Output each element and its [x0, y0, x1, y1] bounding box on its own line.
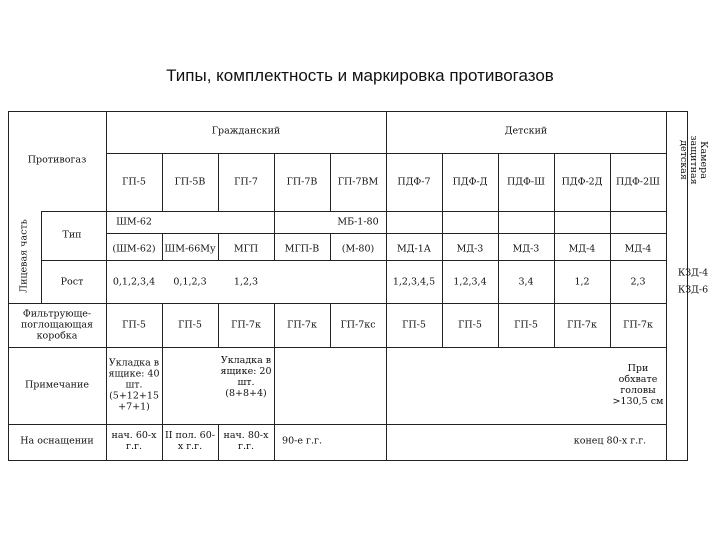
grid-line	[162, 233, 163, 260]
face-type-top: ШМ-62	[116, 216, 152, 228]
grid-line	[442, 153, 443, 347]
grid-line	[666, 111, 667, 461]
grid-line	[106, 111, 107, 461]
note-child: При обхвате головы >130,5 см	[612, 363, 664, 407]
filter-cell: ГП-5	[458, 319, 482, 331]
grid-line	[218, 303, 219, 347]
filter-cell: ГП-5	[402, 319, 426, 331]
filter-cell: ГП-5	[514, 319, 538, 331]
grid-line	[274, 153, 275, 260]
face-type: МД-4	[624, 243, 652, 255]
model-header: ГП-5	[122, 176, 146, 188]
face-type: ШМ-66Му	[164, 243, 216, 255]
group-child: Детский	[504, 125, 548, 137]
filter-cell: ГП-7к	[567, 319, 597, 331]
row-label-size: Рост	[60, 276, 84, 288]
row-label-supply: На оснащении	[20, 435, 94, 447]
face-type: (ШМ-62)	[112, 243, 156, 255]
size-cell: 1,2,3,4,5	[392, 276, 436, 288]
size-cell: 2,3	[630, 276, 646, 288]
face-type: МД-1А	[397, 243, 431, 255]
size-cell: 1,2,3	[233, 276, 259, 288]
filter-cell: ГП-7к	[623, 319, 653, 331]
model-header: ПДФ-2Ш	[616, 176, 660, 188]
supply-child: конец 80-х г.г.	[573, 435, 647, 447]
model-header: ПДФ-Д	[452, 176, 488, 188]
grid-line	[218, 233, 219, 260]
filter-cell: ГП-7к	[287, 319, 317, 331]
supply-gp5: нач. 60-х г.г.	[111, 430, 157, 452]
size-cell: 0,1,2,3,4	[112, 276, 156, 288]
grid-line	[162, 153, 163, 211]
supply-gp7v: 90-е г.г.	[282, 435, 322, 447]
filter-cell: ГП-7кс	[340, 319, 376, 331]
size-cell: 0,1,2,3	[173, 276, 207, 288]
grid-line	[386, 153, 666, 154]
supply-gp7: нач. 80-х г.г.	[223, 430, 269, 452]
note-gp5: Укладка в ящике: 40 шт. (5+12+15 +7+1)	[108, 357, 160, 413]
grid-line	[498, 153, 499, 347]
grid-line	[330, 153, 331, 211]
model-header: ГП-7В	[286, 176, 318, 188]
supply-gp5v: II пол. 60-х г.г.	[165, 430, 215, 452]
page-title: Типы, комплектность и маркировка противогазов	[166, 66, 554, 85]
filter-cell: ГП-5	[122, 319, 146, 331]
row-label-filter: Фильтрующе-поглощающая коробка	[20, 308, 94, 342]
group-civil: Гражданский	[211, 125, 281, 137]
row-label-note: Примечание	[25, 379, 89, 391]
filter-cell: ГП-5	[178, 319, 202, 331]
face-type: МД-4	[568, 243, 596, 255]
grid-line	[41, 260, 666, 261]
grid-line	[554, 153, 555, 347]
grid-line	[218, 153, 219, 211]
model-header: ПДФ-7	[397, 176, 431, 188]
grid-line	[41, 211, 666, 212]
model-header: ГП-5В	[174, 176, 206, 188]
note-gp7: Укладка в ящике: 20 шт. (8+8+4)	[220, 355, 272, 399]
size-cell: 1,2	[574, 276, 590, 288]
kzd-label: КЗД-4	[677, 267, 709, 279]
face-type: МД-3	[512, 243, 540, 255]
face-type-top: МБ-1-80	[337, 216, 379, 228]
face-type: (М-80)	[341, 243, 375, 255]
model-header: ПДФ-2Д	[561, 176, 603, 188]
face-type: МД-3	[456, 243, 484, 255]
grid-line	[106, 153, 386, 154]
row-label-type: Тип	[62, 229, 82, 241]
model-header: ГП-7ВМ	[337, 176, 379, 188]
grid-line	[274, 303, 275, 461]
size-cell: 1,2,3,4	[453, 276, 487, 288]
grid-line	[330, 303, 331, 347]
face-type: МГП	[233, 243, 259, 255]
grid-line	[41, 211, 42, 303]
face-type: МГП-В	[284, 243, 320, 255]
grid-line	[162, 303, 163, 461]
kzd-label: КЗД-6	[677, 284, 709, 296]
model-header: ГП-7	[234, 176, 258, 188]
row-label-gasmask: Противогаз	[27, 154, 87, 166]
grid-line	[386, 111, 387, 461]
grid-line	[330, 233, 331, 260]
grid-line	[610, 153, 611, 347]
model-header: ПДФ-Ш	[507, 176, 545, 188]
filter-cell: ГП-7к	[231, 319, 261, 331]
row-label-face: Лицевая часть	[18, 219, 30, 293]
size-cell: 3,4	[518, 276, 534, 288]
grid-line	[218, 424, 219, 461]
group-child-shelter: Камера защитная детская	[678, 135, 709, 185]
